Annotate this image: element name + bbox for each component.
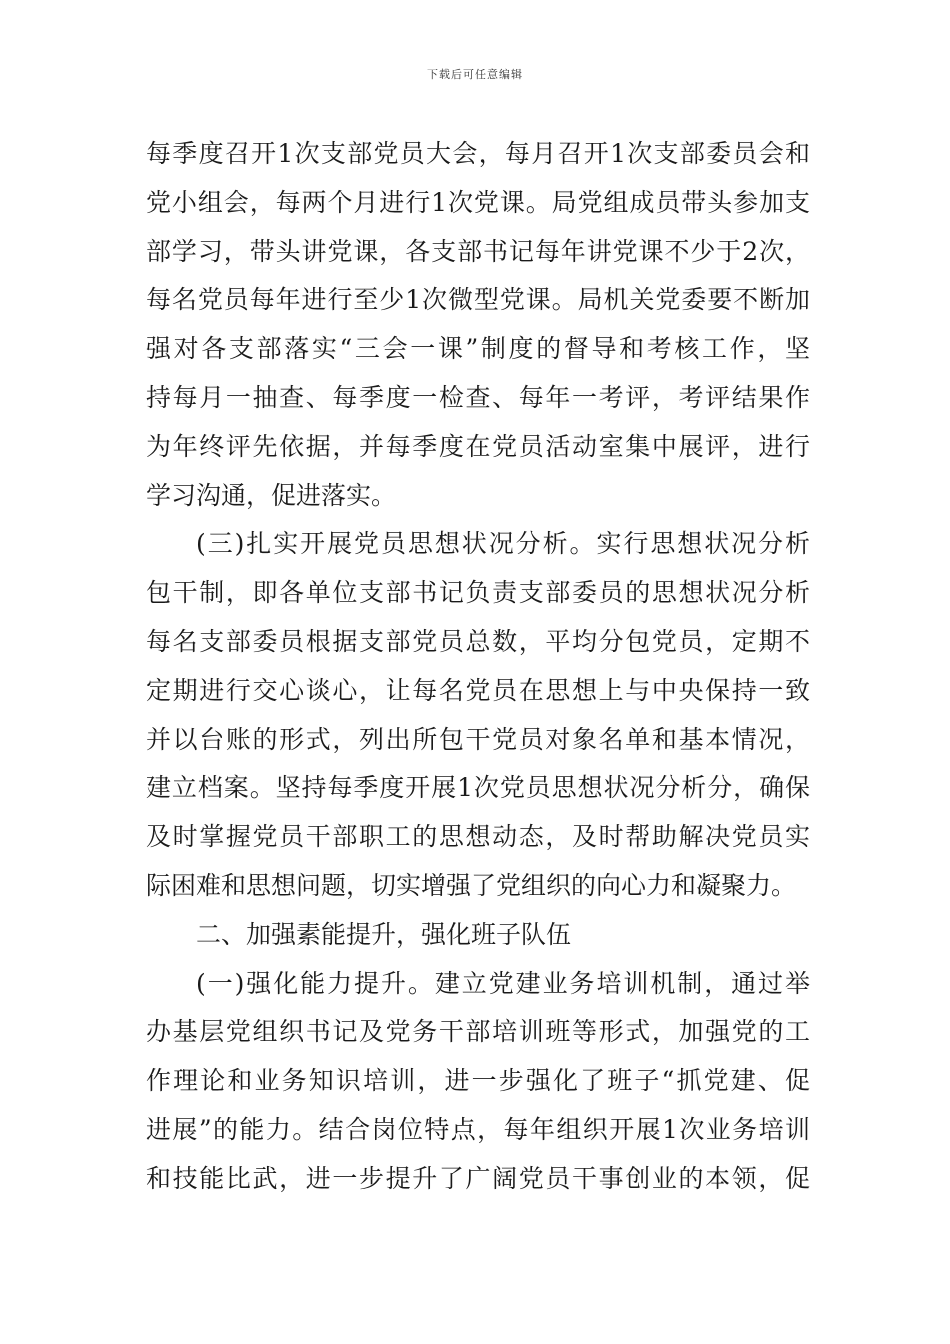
text-line: 和技能比武，进一步提升了广阔党员干事创业的本领，促 xyxy=(146,1163,810,1193)
text-line: 持每月一抽查、每季度一检查、每年一考评，考评结果作 xyxy=(146,382,810,412)
section-heading: 二、加强素能提升，强化班子队伍 xyxy=(196,919,572,949)
text-line: 每名支部委员根据支部党员总数，平均分包党员，定期不 xyxy=(146,626,810,656)
text-line: 进展”的能力。结合岗位特点，每年组织开展1次业务培训 xyxy=(146,1114,810,1144)
page-header: 下载后可任意编辑 xyxy=(427,68,523,81)
text-line: 每季度召开1次支部党员大会，每月召开1次支部委员会和 xyxy=(146,139,810,168)
text-line: 际困难和思想问题，切实增强了党组织的向心力和凝聚力。 xyxy=(146,870,797,900)
text-line: 建立档案。坚持每季度开展1次党员思想状况分析分，确保 xyxy=(146,773,810,803)
text-line: 为年终评先依据，并每季度在党员活动室集中展评，进行 xyxy=(146,431,810,461)
text-line: 作理论和业务知识培训，进一步强化了班子“抓党建、促 xyxy=(146,1066,810,1096)
text-line: 部学习，带头讲党课，各支部书记每年讲党课不少于2次， xyxy=(146,236,810,266)
text-line: 并以台账的形式，列出所包干党员对象名单和基本情况， xyxy=(146,724,810,754)
text-line: 及时掌握党员干部职工的思想动态，及时帮助解决党员实 xyxy=(146,822,810,852)
text-line: 学习沟通，促进落实。 xyxy=(146,480,397,510)
text-line: 办基层党组织书记及党务干部培训班等形式，加强党的工 xyxy=(146,1017,810,1047)
section-heading-line: (一)强化能力提升。建立党建业务培训机制，通过举 xyxy=(196,968,810,998)
text-line: 包干制，即各单位支部书记负责支部委员的思想状况分析 xyxy=(146,578,810,608)
section-heading-line: (三)扎实开展党员思想状况分析。实行思想状况分析 xyxy=(196,529,810,559)
text-line: 每名党员每年进行至少1次微型党课。局机关党委要不断加 xyxy=(146,285,810,315)
text-line: 强对各支部落实“三会一课”制度的督导和考核工作，坚 xyxy=(146,334,810,364)
text-line: 定期进行交心谈心，让每名党员在思想上与中央保持一致 xyxy=(146,675,810,705)
text-line: 党小组会，每两个月进行1次党课。局党组成员带头参加支 xyxy=(146,187,810,217)
document-body xyxy=(146,130,810,1204)
